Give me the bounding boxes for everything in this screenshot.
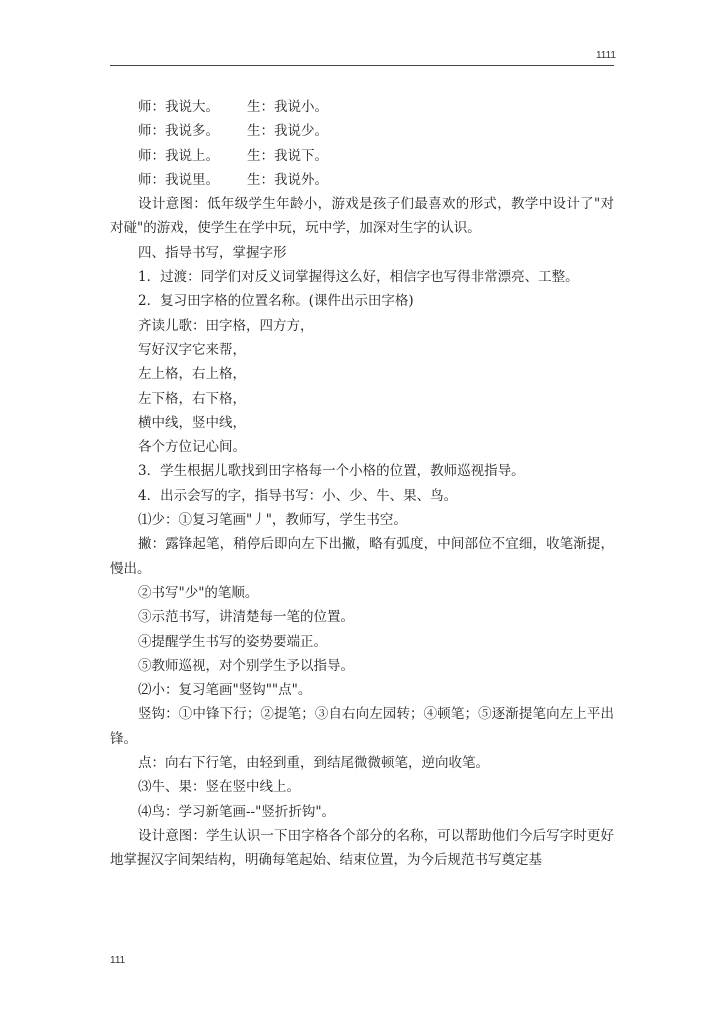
- rhyme-line: 写好汉字它来帮，: [138, 341, 246, 358]
- sub-step-item: ④提醒学生书写的姿势要端正。: [138, 633, 327, 650]
- design-intent-paragraph: 设计意图：学生认识一下田字格各个部分的名称，可以帮助他们今后写字时更好地掌握汉字间架结构，明确每笔起始、结束位置，为今后规范书写奠定基: [110, 827, 614, 869]
- student-line: 生：我说少。: [247, 123, 328, 140]
- student-line: 生：我说外。: [247, 171, 328, 188]
- rhyme-line: 各个方位记心间。: [138, 439, 246, 456]
- student-line: 生：我说下。: [247, 147, 328, 164]
- stroke-description: 竖钩：①中锋下行；②提笔；③自右向左园转；④顿笔；⑤逐渐提笔向左上平出锋。: [110, 706, 614, 747]
- section-heading: 四、指导书写，掌握字形: [138, 244, 287, 261]
- document-body: [110, 95, 614, 873]
- rhyme-line: 左下格，右下格，: [138, 390, 246, 407]
- sub-step-item: ⑷鸟：学习新笔画--"竖折折钩"。: [138, 803, 336, 820]
- rhyme-line: 齐读儿歌：田字格，四方方，: [138, 317, 314, 334]
- sub-step-item: ⑵小：复习笔画"竖钩""点"。: [138, 682, 312, 699]
- student-line: 生：我说小。: [247, 99, 328, 115]
- step-item: 1．过渡：同学们对反义词掌握得这么好，相信字也写得非常漂亮、工整。: [138, 269, 579, 286]
- dialogue-line: [110, 144, 614, 168]
- teacher-line: 师：我说上。: [138, 147, 219, 164]
- footer-page-number: 111: [110, 955, 126, 966]
- design-intent-paragraph: 设计意图：低年级学生年龄小，游戏是孩子们最喜欢的形式，教学中设计了"对对碰"的游戏，使学生在学中玩，玩中学，加深对生字的认识。: [110, 196, 614, 237]
- step-item: 3．学生根据儿歌找到田字格每一个小格的位置，教师巡视指导。: [138, 463, 525, 480]
- header-rule: [110, 65, 614, 66]
- step-item: 2．复习田字格的位置名称。(课件出示田字格): [138, 293, 414, 310]
- step-item: 4．出示会写的字，指导书写：小、少、牛、果、鸟。: [138, 487, 458, 504]
- teacher-line: 师：我说多。: [138, 123, 219, 140]
- rhyme-line: 左上格，右上格，: [138, 366, 246, 383]
- stroke-description: 撇：露锋起笔，稍停后即向左下出撇，略有弧度，中间部位不宜细，收笔渐提，慢出。: [110, 536, 614, 577]
- sub-step-item: ⑴少：①复习笔画"丿"，教师写，学生书空。: [138, 512, 407, 529]
- sub-step-item: ②书写"少"的笔顺。: [138, 584, 259, 601]
- dialogue-line: [110, 95, 614, 119]
- sub-step-item: ⑤教师巡视，对个别学生予以指导。: [138, 657, 354, 674]
- rhyme-line: 横中线，竖中线，: [138, 414, 246, 431]
- teacher-line: 师：我说大。: [138, 99, 219, 115]
- teacher-line: 师：我说里。: [138, 171, 219, 188]
- header-page-number: 1111: [595, 50, 616, 61]
- sub-step-item: ③示范书写，讲清楚每一笔的位置。: [138, 609, 354, 626]
- stroke-description: 点：向右下行笔，由轻到重，到结尾微微顿笔，逆向收笔。: [138, 755, 489, 772]
- dialogue-line: [110, 119, 614, 143]
- dialogue-line: [110, 168, 614, 192]
- sub-step-item: ⑶牛、果：竖在竖中线上。: [138, 779, 300, 796]
